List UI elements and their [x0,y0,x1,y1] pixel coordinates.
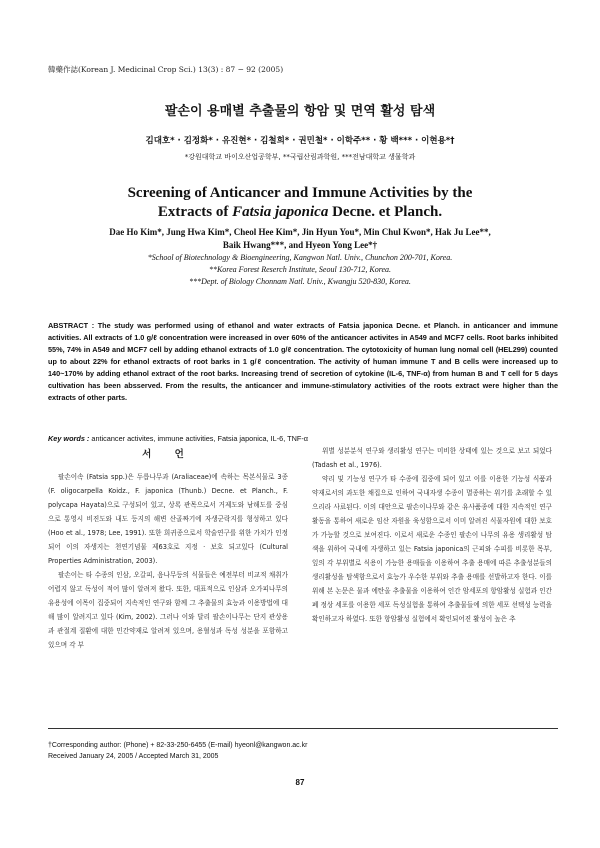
english-authors-line2: Baik Hwang***, and Hyeon Yong Lee*† [222,240,378,250]
affiliation-1: *School of Biotechnology & Bioengineering, Kangwon Natl. Univ., Chunchon 200-701, Korea. [147,253,453,262]
received-dates: Received January 24, 2005 / Accepted March 31, 2005 [48,753,219,760]
english-title-line2 [0,203,600,222]
english-affiliations [0,252,600,288]
left-column [48,448,288,652]
page-number: 87 [295,778,305,787]
paragraph: 약리 및 기능성 연구가 타 수종에 집중에 되어 있고 이를 이용한 기능성 식품과 약재로서의 과도한 채집으로 인하여 국내자생 수종이 멸종하는 위기를 초래할 수 있으리라 사료된다. 이의 대안으로 팔손이나무와 같은 유사품종에 대한 지속적인 연구 활동을 통하여 새로운 임산 자원을 육성함으로서 이미 알려진 식물자원에 대한 보호가 가능할 것으로 보여진다. 이로서 새로운 수종인 팔손이 나무의 유용 생리활성 탐색을 위하여 국내에 자생하고 있는 Fatsia japonica의 근피와 수피를 비롯한 목부, 잎의 각 부위별로 식용이 가능한 용매들을 이용하여 추출 용매에 따른 추출성분들의 생리활성을 탐색함으로서 효능가 우수한 부위와 추출 용매를 선발하고자 한다. 이를 위해 본 논문은 물과 에탄올 추출물을 이용하여 인간 암세포의 항암활성 실험과 인간 폐 정상 세포를 이용한 세포 독성실험을 통하여 추출물들에 의한 세포 선택성 능력을 확인하고자 하였다. 또한 항암활성 실험에서 확인되어진 활성이 높은 추 [312,475,552,623]
keywords-text: anticancer activites, immune activities, Fatsia japonica, IL-6, TNF-α [91,434,308,443]
affiliation-2: **Korea Forest Reserch Institute, Seoul 130-712, Korea. [208,265,392,274]
korean-authors: 김대호* · 김정화* · 유진현* · 김철희* · 권민철* · 이학주** · 황 백*** · 이현용*† [145,136,455,146]
journal-header: 韓藥作誌(Korean J. Medicinal Crop Sci.) 13(3) : 87 − 92 (2005) [48,65,284,74]
english-authors-line1: Dae Ho Kim*, Jung Hwa Kim*, Cheol Hee Kim*, Jin Hyun You*, Min Chul Kwon*, Hak Ju Lee**, [109,227,491,237]
abstract-text: The study was performed using of ethanol and water extracts of Fatsia japonica Decne. et Planch. in anticancer and immune activities. All extracts of 1.0 g/ℓ concentration were increased in over 60% of the anticancer activites in A549 and MCF7 cells. Root barks inhibited 55%, 74% in A549 and MCF7 cell by adding ethanol extracts of 1.0 g/ℓ concentration. The cytotoxicity of human lung nomal cell (HEL299) counted up to about 22% for ethanol extracts of root barks in 1 g/ℓ concentration. The activity of human immune T and B cells were increased up to 140~170% by adding ethanol extract of the root barks. Increasing trend of secretion of cytokine (IL-6, TNF-α) from human B and T cell for 5 days cultivation has been absserved. From the results, the anticancer and immune-stimulatory activities of the roots extract were higher than the extracts of other parts. [48,321,558,402]
korean-title: 팔손이 용매별 추출물의 항암 및 면역 활성 탐색 [164,104,436,119]
english-authors [60,226,540,252]
keywords [48,434,308,443]
footnotes [48,740,307,762]
section-heading: 서 언 [142,449,194,460]
paragraph: 위별 성분분석 연구와 생리활성 연구는 미비한 상태에 있는 것으로 보고 되었다 (Tadash et al., 1976). [312,447,552,469]
english-title-line1: Screening of Anticancer and Immune Activities by the [127,185,473,201]
paragraph: 팔손이는 타 수종의 인삼, 오갈피, 음나무등의 식물들은 예전부터 비교적 채취가 어렵지 않고 독성이 적어 많이 알려져 왔다. 또한, 대표적으로 인삼과 오가피나무의 유용성에 이목이 집중되어 지속적인 연구와 함께 그 추출물의 효능과 이용방법에 대해 많이 알려지고 있다 (Kim, 2002). 그러나 이와 달리 팔손이나무는 단지 관상용과 관절계 질환에 대한 민간약재로 알려져 있으며, 용혈성과 독성 성분을 포함하고 있으며 각 부 [48,571,288,649]
title-pre: Extracts of [157,204,233,220]
footnote-divider [48,728,558,729]
korean-affiliation: *강원대학교 바이오산업공학부, **국립산림과학원, ***전남대학교 생물학과 [184,153,416,161]
right-column [312,444,552,626]
title-species: Fatsia japonica [232,204,329,220]
title-post: Decne. et Planch. [328,204,443,220]
abstract-label: ABSTRACT : [48,321,98,330]
english-title [0,184,600,222]
abstract [48,320,558,404]
affiliation-3: ***Dept. of Biology Chonnam Natl. Univ., Kwangju 520-830, Korea. [189,277,411,286]
corresponding-author: †Corresponding author: (Phone) + 82-33-250-6455 (E-mail) hyeonl@kangwon.ac.kr [48,742,308,749]
paragraph: 팔손이속 (Fatsia spp.)은 두릅나무과 (Araliaceae)에 속하는 목본식물로 3종 (F. oligocarpella Koidz., F. japonica (Thunb.) Decne. et Planch., F. polycapa Hayata)으로 구성되어 있고, 상록 관목으로서 거제도와 남해도를 중심으로 통영시 비진도와 내도 등지의 해변 산골짜기에 자생군락지를 형성하고 있다 (Hoo et al., 1978; Lee, 1991). 또한 희귀종으로서 학술연구를 위한 가치가 인정되어 이의 자생지는 천연기념물 제63호로 지정 · 보호 되고있다 (Cultural Properties Administration, 2003). [48,473,288,565]
keywords-label: Key words : [48,434,92,443]
